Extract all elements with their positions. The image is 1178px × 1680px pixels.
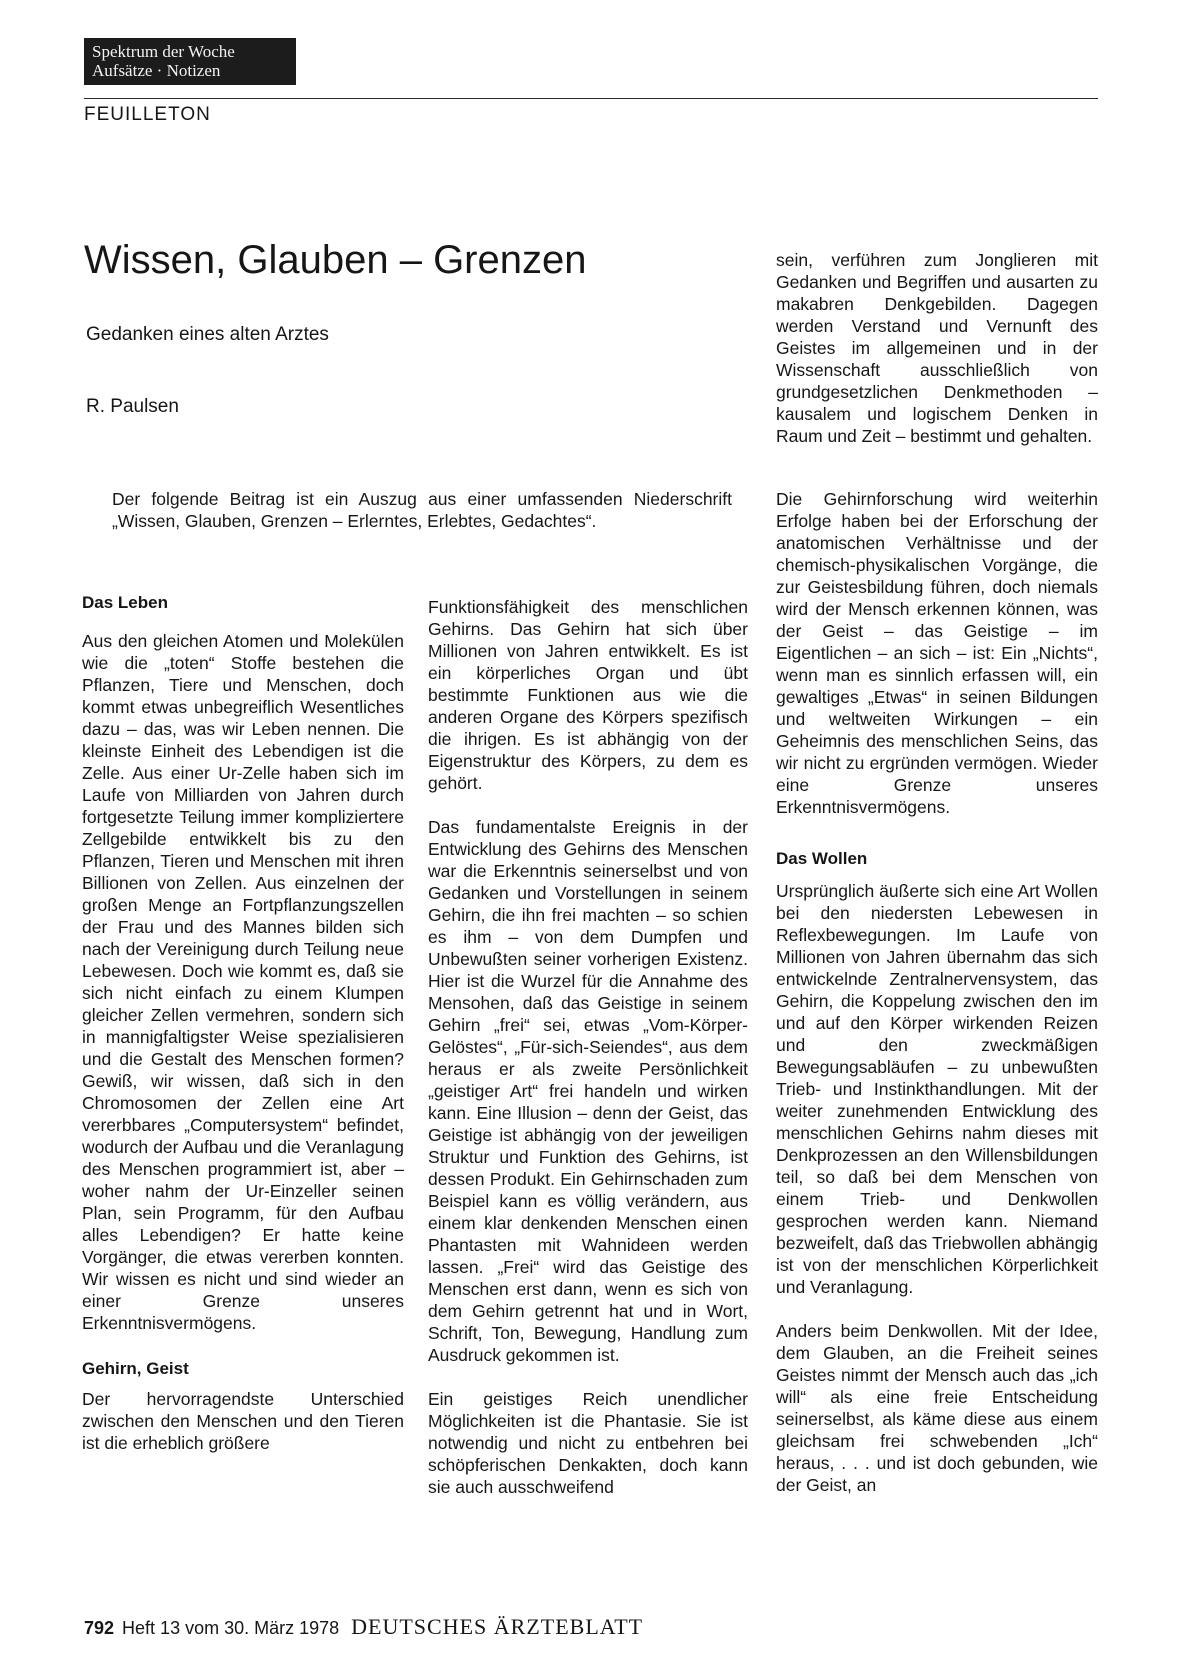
issue-info: Heft 13 vom 30. März 1978 (122, 1618, 340, 1638)
heading-gehirn-geist: Gehirn, Geist (82, 1359, 189, 1378)
header-box-line1: Spektrum der Woche (92, 42, 235, 61)
column-3 (776, 488, 1098, 1496)
section-label: FEUILLETON (84, 104, 211, 125)
heading-das-leben: Das Leben (82, 593, 168, 612)
paragraph: Das fundamentalste Ereignis in der Entwicklung des Gehirns des Menschen war die Erkenntnis seinerselbst und von Gedanken und Vorstellungen in seinem Gehirn, die ihn frei machten – so schien es ihm – von dem Dumpfen und Unbewußten seiner vorherigen Existenz. Hier ist die Wurzel für die Annahme des Mensohen, daß das Geistige in seinem Gehirn „frei“ sei, etwas „Vom-Körper-Gelöstes“, „Für-sich-Seiendes“, aus dem heraus er als zweite Persönlichkeit „geistiger Art“ frei handeln und wirken kann. Eine Illusion – denn der Geist, das Geistige ist abhängig von der jeweiligen Struktur und Funktion des Gehirns, ist dessen Produkt. Ein Gehirnschaden zum Beispiel kann es völlig verändern, aus einem klar denkenden Menschen einen Phantasten mit Wahnideen werden lassen. „Frei“ wird das Geistige des Menschen erst dann, wenn es sich von dem Gehirn getrennt hat und in Wort, Schrift, Ton, Bewegung, Handlung zum Ausdruck gekommen ist. (428, 817, 748, 1365)
header-rule (84, 98, 1098, 99)
column-1 (82, 592, 404, 1454)
paragraph: Ursprünglich äußerte sich eine Art Wollen bei den niedersten Lebewesen in Reflexbewegungen. Im Laufe von Millionen von Jahren übernahm das sich entwickelnde Zentralnervensystem, das Gehirn, die Koppelung zwischen den im und auf den Körper wirkenden Reizen und den zweckmäßigen Bewegungsabläufen – zu unbewußten Trieb- und Instinkthandlungen. Mit der weiter zunehmenden Entwicklung des menschlichen Gehirns nahm dieses mit Denkprozessen an den Willensbildungen teil, so daß bei dem Menschen von einem Trieb- und Denkwollen gesprochen werden kann. Niemand bezweifelt, daß das Triebwollen abhängig ist von der menschlichen Körperlichkeit und Veranlagung. (776, 881, 1098, 1297)
paragraph: Funktionsfähigkeit des menschlichen Gehirns. Das Gehirn hat sich über Millionen von Jahren entwikkelt. Es ist ein körperliches Organ und übt bestimmte Funktionen aus wie die anderen Organe des Körpers spezifisch die ihrigen. Es ist abhängig von der Eigenstruktur des Körpers, zu dem es gehört. (428, 597, 748, 793)
article-author: R. Paulsen (86, 396, 179, 417)
article-title: Wissen, Glauben – Grenzen (84, 238, 587, 282)
column-3-top (776, 249, 1098, 447)
paragraph: Aus den gleichen Atomen und Molekülen wie die „toten“ Stoffe bestehen die Pflanzen, Tiere und Menschen, doch kommt etwas unbegreiflich Wesentliches dazu – das, was wir Leben nennen. Die kleinste Einheit des Lebendigen ist die Zelle. Aus einer Ur-Zelle haben sich im Laufe von Milliarden von Jahren durch fortgesetzte Teilung immer kompliziertere Zellgebilde entwikkelt bis zu den Pflanzen, Tieren und Menschen mit ihren Billionen von Zellen. Aus einzelnen der großen Menge an Fortpflanzungszellen der Frau und des Mannes bilden sich nach der Vereinigung durch Teilung neue Lebewesen. Doch wie kommt es, daß sie sich nicht einfach zu einem Klumpen gleicher Zellen vermehren, sondern sich in mannigfaltigster Weise spezialisieren und die Gestalt des Menschen formen? Gewiß, wir wissen, daß sich in den Chromosomen der Zellen eine Art vererbbares „Computersystem“ befindet, wodurch der Aufbau und die Veranlagung des Menschen programmiert ist, aber – woher nahm der Ur-Einzeller seinen Plan, sein Programm, für den Aufbau alles Lebendigen? Er hatte keine Vorgänger, die etwas vererben konnten. Wir wissen es nicht und sind wieder an einer Grenze unseres Erkenntnisvermögens. (82, 631, 404, 1333)
paragraph: Ein geistiges Reich unendlicher Möglichkeiten ist die Phantasie. Sie ist notwendig und nicht zu entbehren bei schöpferischen Denkakten, doch kann sie auch ausschweifend (428, 1389, 748, 1497)
paragraph: sein, verführen zum Jonglieren mit Gedanken und Begriffen und ausarten zu makabren Denkgebilden. Dagegen werden Verstand und Vernunft des Geistes im allgemeinen und in der Wissenschaft ausschließlich von grundgesetzlichen Denkmethoden – kausalem und logischem Denken in Raum und Zeit – bestimmt und gehalten. (776, 250, 1098, 446)
page-footer (84, 1614, 643, 1640)
column-2 (428, 596, 748, 1498)
paragraph: Anders beim Denkwollen. Mit der Idee, dem Glauben, an die Freiheit seines Geistes nimmt der Mensch auch das „ich will“ als eine freie Entscheidung seinerselbst, als käme diese aus einem gleichsam frei schwebenden „Ich“ heraus, . . . und ist doch gebunden, wie der Geist, an (776, 1321, 1098, 1495)
journal-name: DEUTSCHES ÄRZTEBLATT (351, 1614, 644, 1639)
section-header-box (84, 38, 296, 85)
paragraph: Der hervorragendste Unterschied zwischen den Menschen und den Tieren ist die erheblich größere (82, 1389, 404, 1453)
article-subtitle: Gedanken eines alten Arztes (86, 324, 329, 345)
paragraph: Die Gehirnforschung wird weiterhin Erfolge haben bei der Erforschung der anatomischen Verhältnisse und der chemisch-physikalischen Vorgänge, die zur Geistesbildung führen, doch niemals wird der Mensch erkennen können, was der Geist – das Geistige – im Eigentlichen – an sich – ist: Ein „Nichts“, wenn man es sinnlich erfassen will, ein gewaltiges „Etwas“ in seinen Bildungen und weltweiten Wirkungen – ein Geheimnis des menschlichen Seins, das wir nicht zu ergründen vermögen. Wieder eine Grenze unseres Erkenntnisvermögens. (776, 489, 1098, 817)
header-box-line2: Aufsätze · Notizen (92, 61, 221, 80)
heading-das-wollen: Das Wollen (776, 849, 868, 868)
article-intro: Der folgende Beitrag ist ein Auszug aus einer umfassenden Niederschrift „Wissen, Glauben, Grenzen – Erlerntes, Erlebtes, Gedachtes“. (112, 489, 732, 531)
page-number: 792 (84, 1618, 115, 1638)
